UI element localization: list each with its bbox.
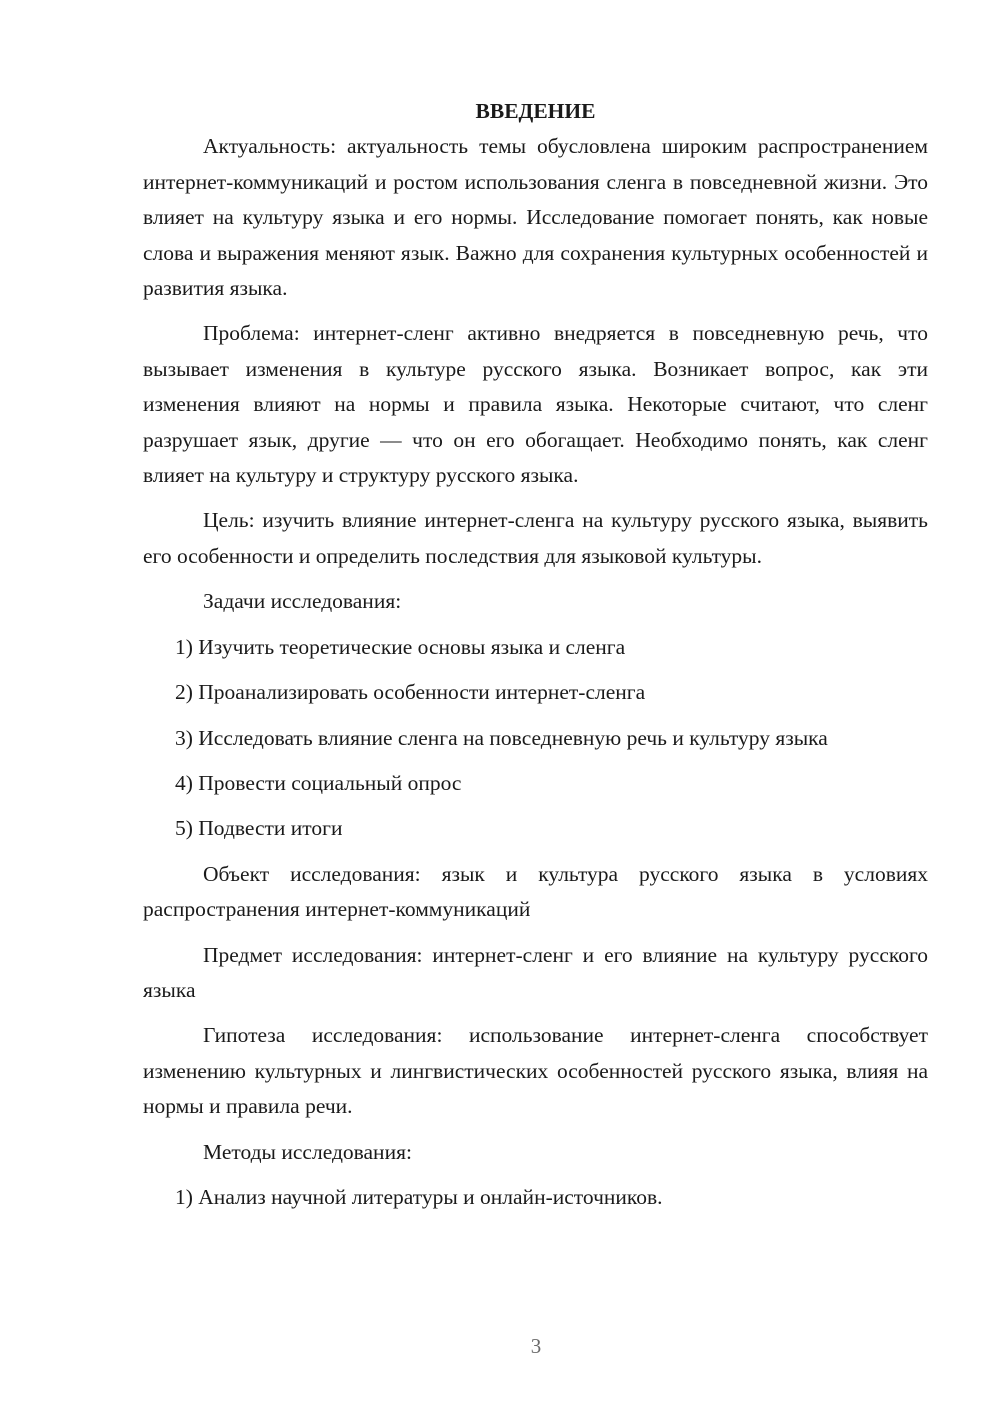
list-item: 4) Провести социальный опрос: [175, 770, 462, 795]
tasks-heading: Задачи исследования:: [203, 589, 402, 614]
page-content: [143, 94, 928, 1215]
paragraph-problem: Проблема: интернет-сленг активно внедряется в повседневную речь, что вызывает изменения в культуре русского языка. Возникает вопрос, как эти изменения влияют на нормы и правила языка. Некоторые считают, что сленг разрушает язык, другие — что он его обогащает. Необходимо понять, как сленг влияет на культуру и структуру русского языка.: [143, 321, 928, 488]
methods-list: [143, 1180, 928, 1215]
list-item: 1) Изучить теоретические основы языка и сленга: [175, 634, 626, 659]
list-item: 3) Исследовать влияние сленга на повседневную речь и культуру языка: [175, 725, 828, 750]
section-title: ВВЕДЕНИЕ: [475, 99, 596, 123]
methods-heading: Методы исследования:: [203, 1139, 412, 1164]
list-item: 2) Проанализировать особенности интернет-сленга: [175, 680, 646, 705]
tasks-list: [143, 630, 928, 847]
paragraph-goal: Цель: изучить влияние интернет-сленга на культуру русского языка, выявить его особенности и определить последствия для языковой культуры.: [143, 508, 928, 568]
list-item: 5) Подвести итоги: [175, 816, 343, 841]
paragraph-relevance: Актуальность: актуальность темы обусловлена широким распространением интернет-коммуникаций и ростом использования сленга в повседневной жизни. Это влияет на культуру языка и его нормы. Исследование помогает понять, как новые слова и выражения меняют язык. Важно для сохранения культурных особенностей и развития языка.: [143, 134, 928, 301]
paragraph-object: Объект исследования: язык и культура русского языка в условиях распространения интернет-коммуникаций: [143, 861, 928, 922]
list-item: 1) Анализ научной литературы и онлайн-источников.: [175, 1184, 663, 1209]
page-number: 3: [530, 1334, 542, 1358]
paragraph-subject: Предмет исследования: интернет-сленг и его влияние на культуру русского языка: [143, 942, 928, 1002]
paragraph-hypothesis: Гипотеза исследования: использование интернет-сленга способствует изменению культурных и лингвистических особенностей русского языка, влияя на нормы и правила речи.: [143, 1023, 928, 1119]
